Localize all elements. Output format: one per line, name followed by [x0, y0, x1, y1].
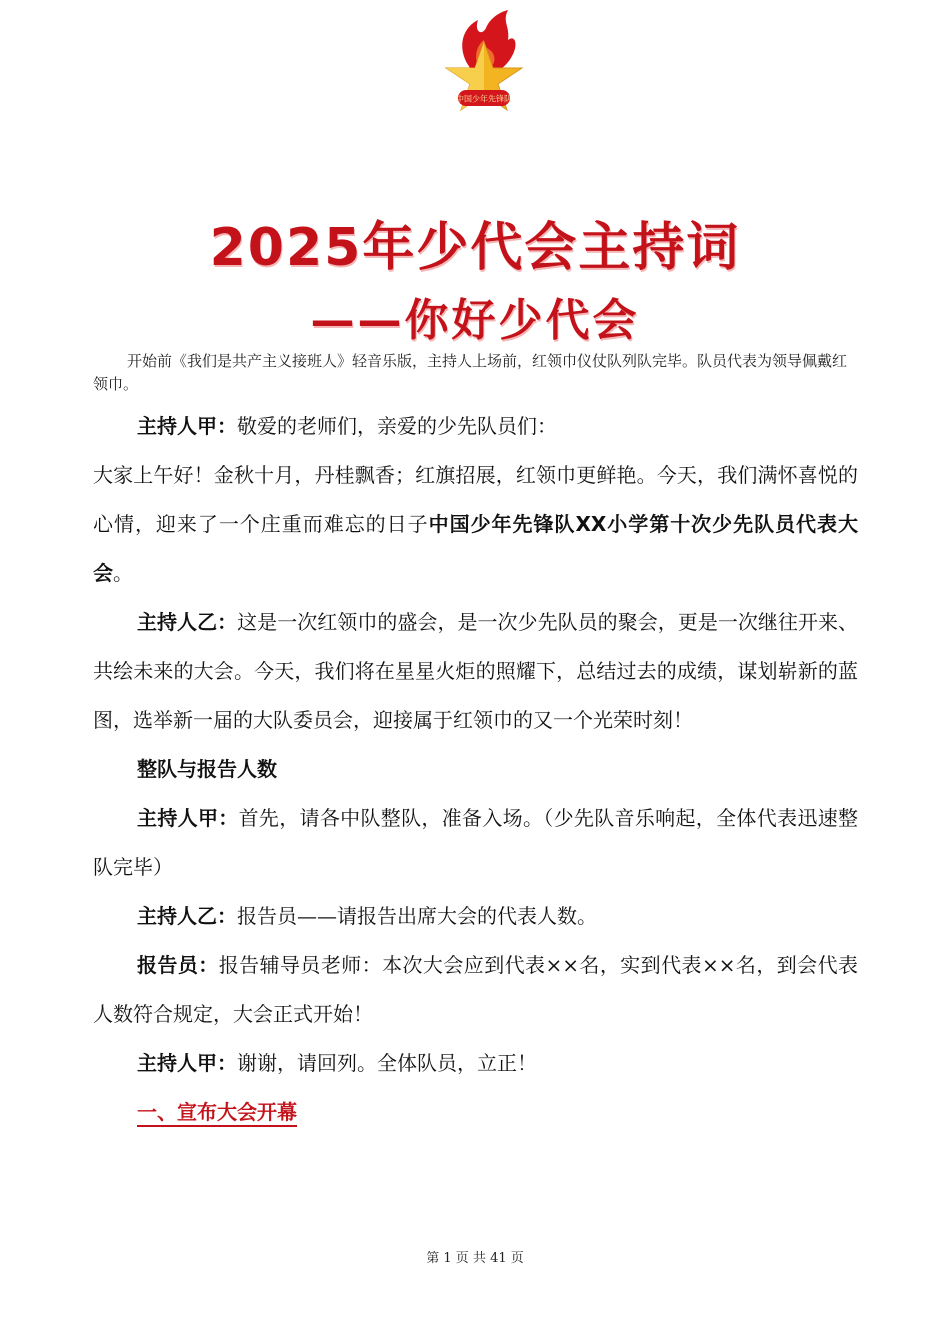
- intro-note: 开始前《我们是共产主义接班人》轻音乐版，主持人上场前，红领巾仪仗队列队完毕。队员代表为领导佩戴红领巾。: [93, 352, 848, 393]
- paragraph-text: 报告员——请报告出席大会的代表人数。: [237, 904, 597, 928]
- speaker-label: 主持人乙：: [137, 904, 237, 928]
- speaker-label: 主持人乙：: [137, 610, 238, 634]
- paragraph-text: 报告辅导员老师：本次大会应到代表××名，实到代表××名，到会代表人数符合规定，大会正式开始！: [93, 953, 859, 1026]
- pioneer-emblem-icon: [438, 6, 530, 124]
- paragraph-text: 敬爱的老师们，亲爱的少先队员们：: [237, 414, 557, 438]
- paragraph-text: 谢谢，请回列。全体队员，立正！: [237, 1051, 537, 1075]
- paragraph-reporter: [93, 941, 858, 1039]
- document-body: [93, 402, 858, 1137]
- emblem-text: 中国少年先锋队: [456, 94, 512, 104]
- paragraph-tail: 。: [113, 561, 133, 585]
- paragraph-host-a-assemble: [93, 794, 858, 892]
- paragraph-host-a-greeting: [93, 402, 858, 451]
- paragraph-host-b: [93, 598, 858, 745]
- page-number: 1: [443, 1251, 452, 1266]
- event-name: 中国少年先锋队XX小学第十次少先队员代表大会: [93, 512, 859, 585]
- page-total: 41: [490, 1251, 507, 1266]
- footer-mid: 页 共: [455, 1251, 486, 1266]
- speaker-label: 主持人甲：: [137, 806, 239, 830]
- paragraph-welcome: [93, 451, 858, 598]
- page-subtitle: ——你好少代会: [310, 295, 640, 346]
- footer-suffix: 页: [510, 1251, 524, 1266]
- page-title: 2025年少代会主持词: [209, 218, 741, 278]
- footer-prefix: 第: [426, 1251, 440, 1266]
- page-footer: [0, 1247, 950, 1266]
- paragraph-text: 这是一次红领巾的盛会，是一次少先队员的聚会，更是一次继往开来、共绘未来的大会。今天，我们将在星星火炬的照耀下，总结过去的成绩，谋划崭新的蓝图，选举新一届的大队委员会，迎接属于红领巾的又一个光荣时刻！: [93, 610, 859, 732]
- paragraph-text: 首先，请各中队整队，准备入场。（少先队音乐响起，全体代表迅速整队完毕）: [93, 806, 859, 879]
- speaker-label: 主持人甲：: [137, 1051, 237, 1075]
- paragraph-text: 大家上午好！金秋十月，丹桂飘香；红旗招展，红领巾更鲜艳。今天，我们满怀喜悦的心情，迎来了一个庄重而难忘的日子: [93, 463, 858, 536]
- subheading-roll-call: 整队与报告人数: [137, 757, 277, 781]
- section-heading-opening: 一、宣布大会开幕: [137, 1100, 297, 1124]
- paragraph-host-b-report: [93, 892, 858, 941]
- paragraph-host-a-attention: [93, 1039, 858, 1088]
- speaker-label: 主持人甲：: [137, 414, 237, 438]
- speaker-label: 报告员：: [137, 953, 219, 977]
